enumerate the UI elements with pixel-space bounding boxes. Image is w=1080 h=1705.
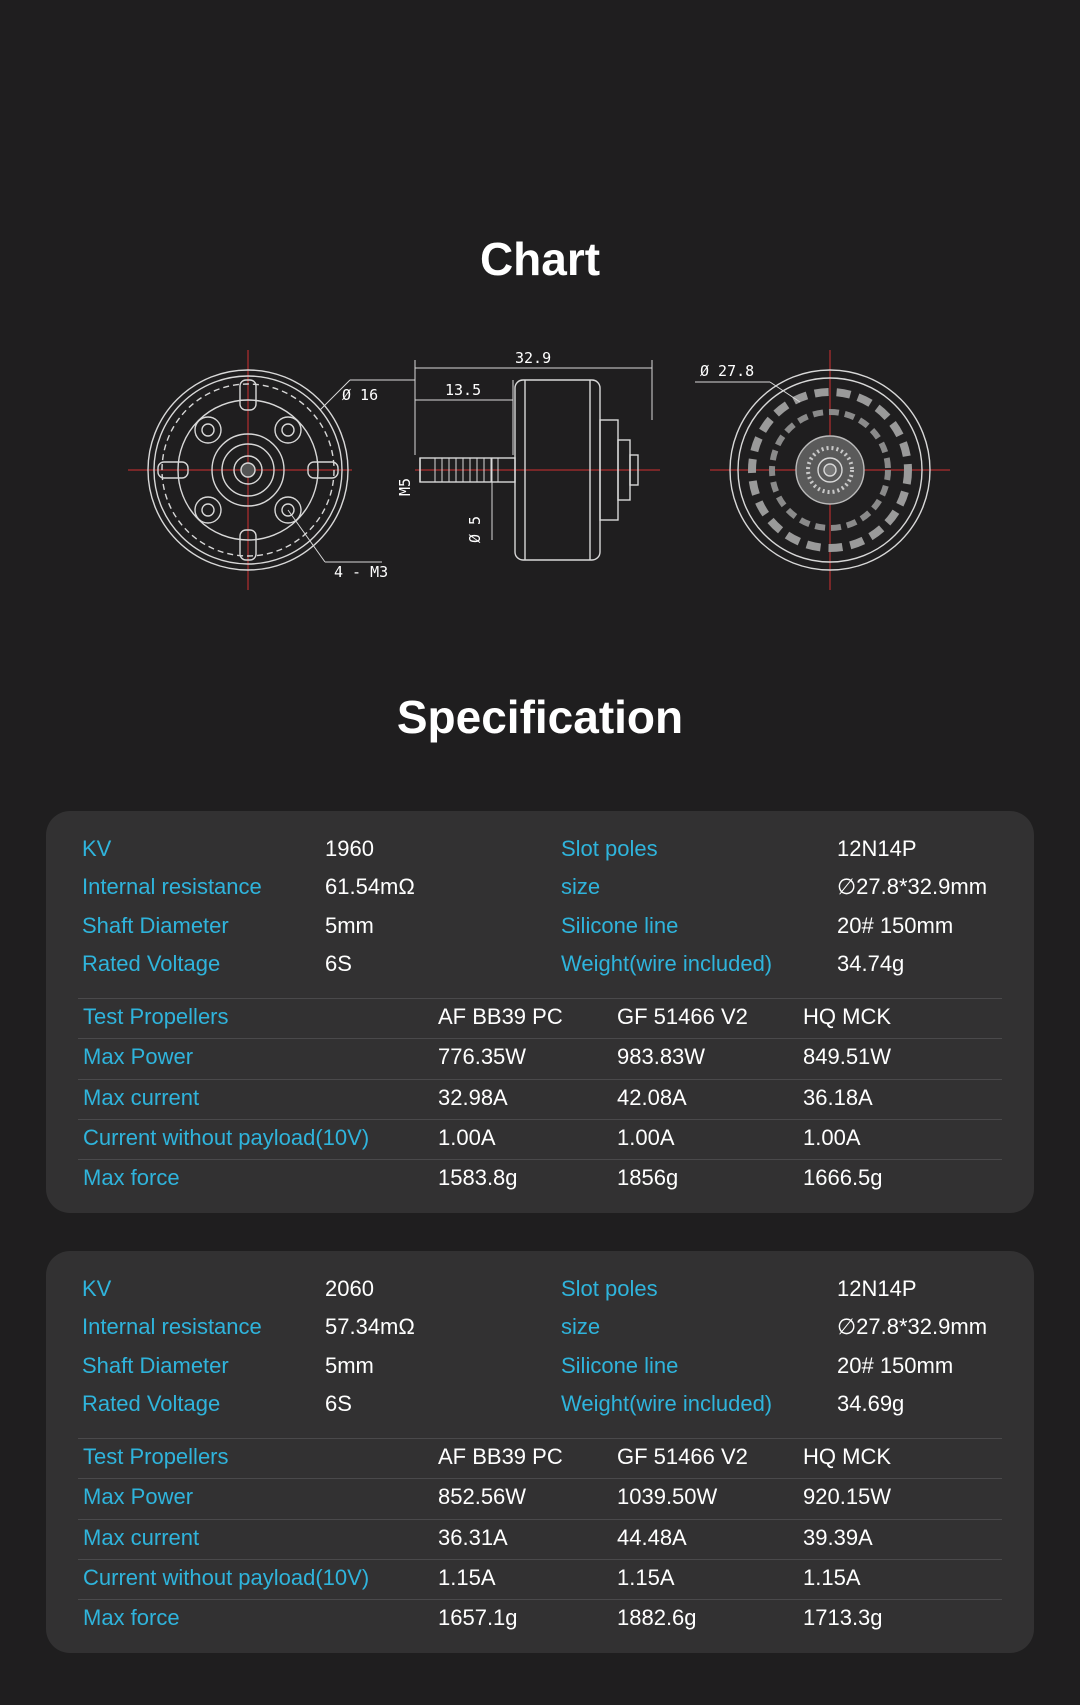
spec-label: Slot poles (561, 1276, 658, 1301)
divider (78, 1559, 1002, 1560)
spec-value: 5mm (325, 1353, 374, 1378)
divider (78, 998, 1002, 999)
spec-label: Silicone line (561, 913, 679, 938)
spec-label: Rated Voltage (82, 1391, 221, 1416)
shaft-diameter-label: Ø 5 (466, 515, 484, 543)
shaft-length-label: 13.5 (445, 381, 482, 399)
test-value: 32.98A (438, 1085, 508, 1110)
divider (78, 1478, 1002, 1479)
test-label: Max force (83, 1165, 180, 1190)
test-value: AF BB39 PC (438, 1004, 563, 1029)
divider (78, 1079, 1002, 1080)
test-value: GF 51466 V2 (617, 1444, 748, 1469)
test-label: Test Propellers (83, 1444, 229, 1469)
test-value: 42.08A (617, 1085, 687, 1110)
spec-label: Shaft Diameter (82, 1353, 229, 1378)
test-value: 852.56W (438, 1484, 527, 1509)
spec-label: Weight(wire included) (561, 951, 773, 976)
test-value: 1856g (617, 1165, 679, 1190)
motor-back-view (695, 350, 950, 590)
spec-value: 57.34mΩ (325, 1314, 415, 1339)
divider (78, 1119, 1002, 1120)
test-label: Max force (83, 1605, 180, 1630)
test-label: Current without payload(10V) (83, 1125, 370, 1150)
test-value: 983.83W (617, 1044, 706, 1069)
test-value: HQ MCK (803, 1444, 891, 1469)
test-label: Test Propellers (83, 1004, 229, 1029)
spec-value: 2060 (325, 1276, 374, 1301)
motor-technical-drawing (120, 340, 980, 600)
bolt-pattern-label: 4 - M3 (334, 563, 389, 581)
spec-value: 12N14P (837, 836, 917, 861)
test-value: 1.00A (438, 1125, 496, 1150)
specification-heading: Specification (396, 691, 684, 743)
test-value: 36.31A (438, 1525, 508, 1550)
divider (78, 1599, 1002, 1600)
spec-value: 6S (325, 951, 352, 976)
test-label: Current without payload(10V) (83, 1565, 370, 1590)
spec-label: Internal resistance (82, 874, 262, 899)
thread-label: M5 (396, 477, 414, 496)
spec-label: Rated Voltage (82, 951, 221, 976)
test-value: GF 51466 V2 (617, 1004, 748, 1029)
test-value: 1.00A (617, 1125, 675, 1150)
chart-heading: Chart (479, 233, 601, 285)
test-value: 1882.6g (617, 1605, 697, 1630)
test-value: 920.15W (803, 1484, 892, 1509)
spec-value: ∅27.8*32.9mm (837, 1314, 988, 1339)
front-diameter-label: Ø 16 (342, 386, 379, 404)
test-value: 1039.50W (617, 1484, 718, 1509)
test-value: 1583.8g (438, 1165, 518, 1190)
spec-card-2 (46, 1251, 1034, 1653)
test-value: AF BB39 PC (438, 1444, 563, 1469)
spec-label: size (561, 1314, 601, 1339)
spec-value: 12N14P (837, 1276, 917, 1301)
spec-value: 20# 150mm (837, 913, 954, 938)
test-value: 1.15A (617, 1565, 675, 1590)
spec-label: Silicone line (561, 1353, 679, 1378)
test-value: HQ MCK (803, 1004, 891, 1029)
test-value: 1713.3g (803, 1605, 883, 1630)
spec-label: KV (82, 836, 112, 861)
test-value: 1657.1g (438, 1605, 518, 1630)
spec-label: size (561, 874, 601, 899)
test-value: 39.39A (803, 1525, 873, 1550)
test-value: 1666.5g (803, 1165, 883, 1190)
spec-value: 34.74g (837, 951, 905, 976)
motor-drawing-svg (120, 340, 980, 600)
test-value: 849.51W (803, 1044, 892, 1069)
test-value: 1.15A (438, 1565, 496, 1590)
spec-value: ∅27.8*32.9mm (837, 874, 988, 899)
spec-value: 20# 150mm (837, 1353, 954, 1378)
spec-label: Slot poles (561, 836, 658, 861)
test-label: Max current (83, 1525, 200, 1550)
spec-card-1 (46, 811, 1034, 1213)
spec-label: Shaft Diameter (82, 913, 229, 938)
test-label: Max current (83, 1085, 200, 1110)
test-value: 1.00A (803, 1125, 861, 1150)
spec-value: 5mm (325, 913, 374, 938)
spec-label: Internal resistance (82, 1314, 262, 1339)
total-length-label: 32.9 (515, 349, 552, 367)
spec-value: 6S (325, 1391, 352, 1416)
test-value: 1.15A (803, 1565, 861, 1590)
divider (78, 1038, 1002, 1039)
divider (78, 1438, 1002, 1439)
divider (78, 1159, 1002, 1160)
test-label: Max Power (83, 1044, 194, 1069)
spec-value: 34.69g (837, 1391, 905, 1416)
spec-label: Weight(wire included) (561, 1391, 773, 1416)
test-value: 44.48A (617, 1525, 687, 1550)
back-diameter-label: Ø 27.8 (700, 362, 755, 380)
spec-value: 61.54mΩ (325, 874, 415, 899)
test-value: 776.35W (438, 1044, 527, 1069)
test-value: 36.18A (803, 1085, 873, 1110)
spec-label: KV (82, 1276, 112, 1301)
divider (78, 1519, 1002, 1520)
spec-value: 1960 (325, 836, 374, 861)
test-label: Max Power (83, 1484, 194, 1509)
